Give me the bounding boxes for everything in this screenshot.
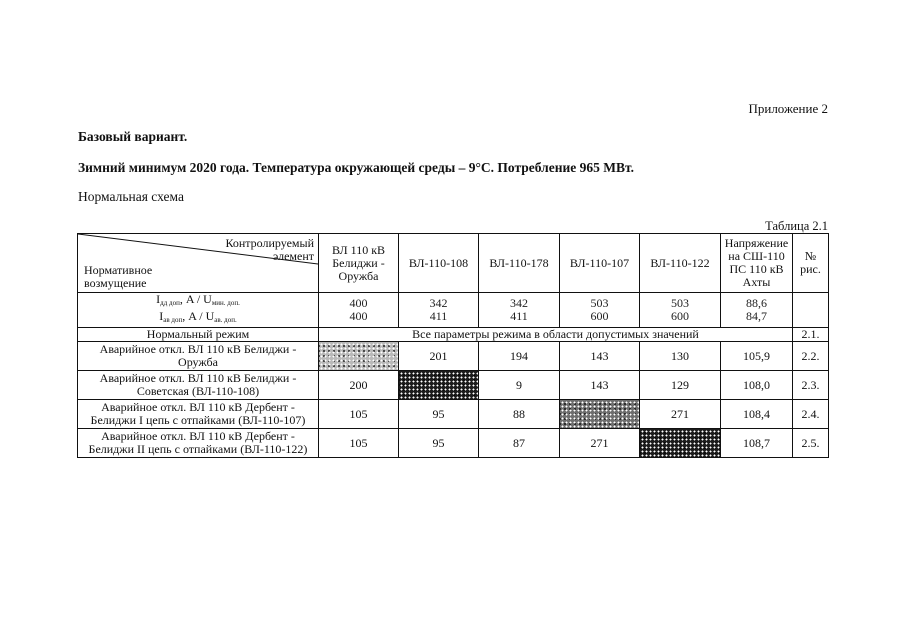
appendix-label: Приложение 2 [748,101,828,116]
header-row [78,234,829,293]
scenario-row [78,429,829,458]
value-cell: 105 [319,400,399,429]
value-cell: 87 [479,429,560,458]
disturbance-header: Нормативное возмущение [84,263,153,290]
column-header: № рис. [793,234,829,293]
scenario-row [78,371,829,400]
value-cell: 130 [640,342,721,371]
value-cell: 88 [479,400,560,429]
normal-mode-text: Все параметры режима в области допустимых значений [319,328,793,342]
value-cell: 143 [560,342,640,371]
diagonal-header-cell [78,234,319,293]
value-cell: 105 [319,429,399,458]
figure-number: 2.5. [793,429,829,458]
limit-label-emergency: $I_{ав доп}$, A / $U_{ав. доп.}$ [159,309,237,324]
scheme-label: Нормальная схема [78,189,184,204]
scenario-row [78,342,829,371]
disconnected-cell [560,400,640,429]
value-cell: 95 [399,429,479,458]
normal-mode-label: Нормальный режим [78,328,319,342]
column-header: ВЛ-110-122 [640,234,721,293]
limit-cell: 342 411 [479,293,560,328]
value-cell: 108,4 [721,400,793,429]
value-cell: 108,0 [721,371,793,400]
column-header: ВЛ-110-107 [560,234,640,293]
value-cell: 143 [560,371,640,400]
variant-heading: Базовый вариант. [78,129,188,144]
value-cell: 271 [640,400,721,429]
value-cell: 9 [479,371,560,400]
figure-number: 2.4. [793,400,829,429]
limits-label-cell [78,293,319,328]
value-cell: 271 [560,429,640,458]
limit-cell: 503 600 [640,293,721,328]
figure-number: 2.2. [793,342,829,371]
value-cell: 201 [399,342,479,371]
scenario-row [78,400,829,429]
figure-number: 2.1. [793,328,829,342]
column-header: ВЛ-110-178 [479,234,560,293]
table-caption: Таблица 2.1 [765,219,828,233]
scenario-label: Аварийное откл. ВЛ 110 кВ Дербент - Белиджи II цепь с отпайками (ВЛ-110-122) [78,429,319,458]
limits-row [78,293,829,328]
column-header: ВЛ-110-108 [399,234,479,293]
value-cell: 95 [399,400,479,429]
scenario-label: Аварийное откл. ВЛ 110 кВ Дербент - Белиджи I цепь с отпайками (ВЛ-110-107) [78,400,319,429]
disconnected-cell [399,371,479,400]
limit-cell: 503 600 [560,293,640,328]
empty-cell [793,293,829,328]
limit-cell: 88,6 84,7 [721,293,793,328]
scenario-label: Аварийное откл. ВЛ 110 кВ Белиджи - Советская (ВЛ-110-108) [78,371,319,400]
disconnected-cell [640,429,721,458]
results-table [77,233,829,458]
limit-cell: 342 411 [399,293,479,328]
value-cell: 194 [479,342,560,371]
value-cell: 105,9 [721,342,793,371]
value-cell: 200 [319,371,399,400]
scenario-label: Аварийное откл. ВЛ 110 кВ Белиджи - Оружба [78,342,319,371]
controlled-element-header: Контролируемый элемент [225,236,314,263]
limit-label-long-term: $I_{дд доп}$, A / $U_{мин. доп.}$ [156,292,240,307]
conditions-heading: Зимний минимум 2020 года. Температура окружающей среды – 9°С. Потребление 965 МВт. [78,160,635,175]
value-cell: 108,7 [721,429,793,458]
column-header: ВЛ 110 кВ Белиджи - Оружба [319,234,399,293]
value-cell: 129 [640,371,721,400]
disconnected-cell [319,342,399,371]
normal-mode-row [78,328,829,342]
figure-number: 2.3. [793,371,829,400]
column-header: Напряжение на СШ-110 ПС 110 кВ Ахты [721,234,793,293]
limit-cell: 400 400 [319,293,399,328]
